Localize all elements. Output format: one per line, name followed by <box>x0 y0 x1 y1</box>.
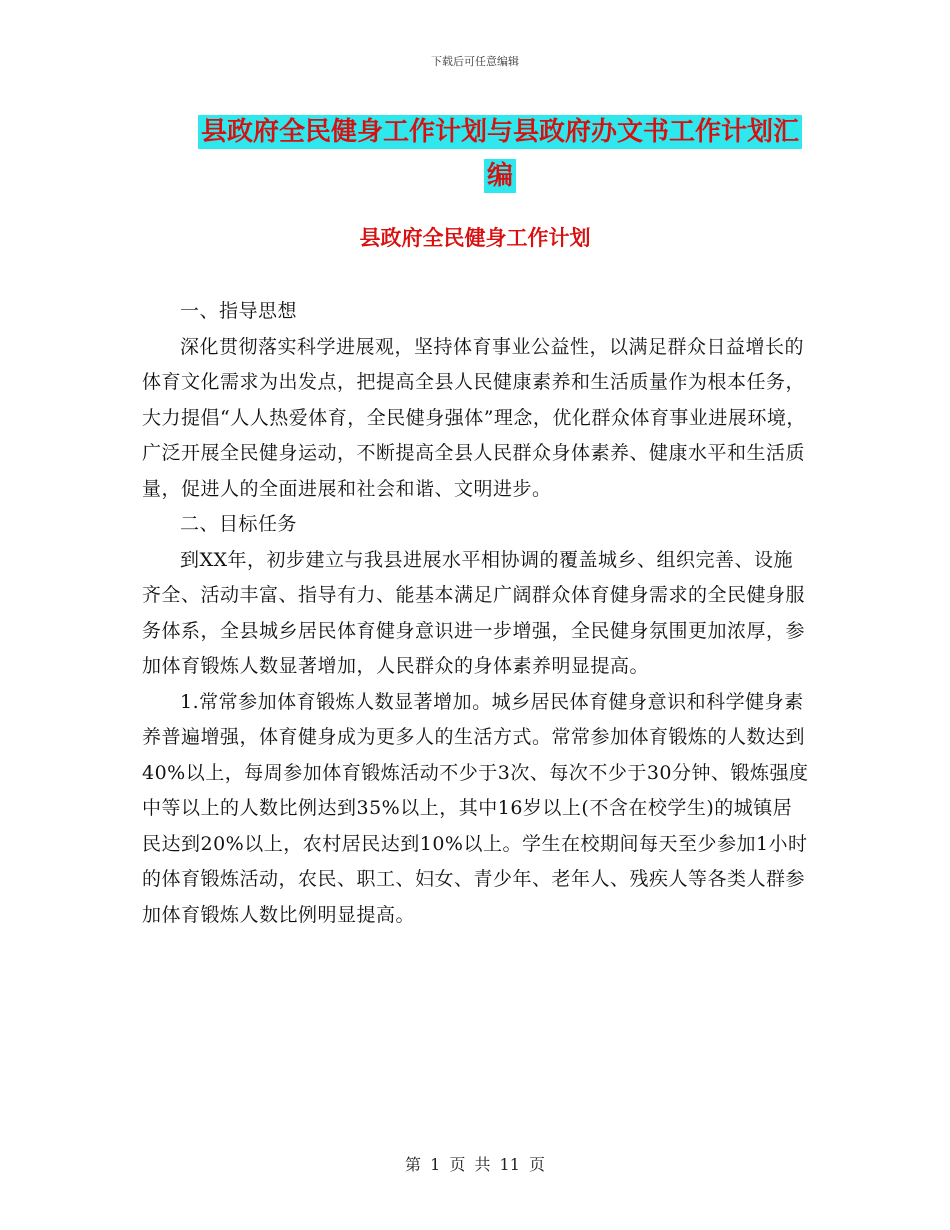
heading-goals-tasks: 二、目标任务 <box>180 513 298 535</box>
title-highlight-1: 县政府全民健身工作计划与县政府办文书工作计划汇 <box>198 115 802 149</box>
title-highlight-2: 编 <box>484 159 516 193</box>
document-title-line-2 <box>190 154 810 198</box>
document-body <box>142 294 810 933</box>
paragraph-goals-tasks: 到XX年，初步建立与我县进展水平相协调的覆盖城乡、组织完善、设施齐全、活动丰富、指导有力、能基本满足广阔群众体育健身需求的全民健身服务体系，全县城乡居民体育健身意识进一步增强，全民健身氛围更加浓厚，参加体育锻炼人数显著增加，人民群众的身体素养明显提高。 <box>142 548 806 677</box>
heading-guiding-ideology: 一、指导思想 <box>180 300 298 322</box>
paragraph-item-1: 1.常常参加体育锻炼人数显著增加。城乡居民体育健身意识和科学健身素养普遍增强，体育健身成为更多人的生活方式。常常参加体育锻炼的人数达到40%以上，每周参加体育锻炼活动不少于3次、每次不少于30分钟、锻炼强度中等以上的人数比例达到35%以上，其中16岁以上(不含在校学生)的城镇居民达到20%以上，农村居民达到10%以上。学生在校期间每天至少参加1小时的体育锻炼活动，农民、职工、妇女、青少年、老年人、残疾人等各类人群参加体育锻炼人数比例明显提高。 <box>142 690 809 926</box>
document-title-line-1 <box>190 110 810 154</box>
document-title <box>190 110 810 198</box>
page-footer: 第 1 页 共 11 页 <box>405 1155 545 1174</box>
section-title: 县政府全民健身工作计划 <box>359 225 591 250</box>
paragraph-guiding-ideology: 深化贯彻落实科学进展观，坚持体育事业公益性，以满足群众日益增长的体育文化需求为出发点，把提高全县人民健康素养和生活质量作为根本任务，大力提倡“人人热爱体育，全民健身强体”理念，优化群众体育事业进展环境，广泛开展全民健身运动，不断提高全县人民群众身体素养、健康水平和生活质量，促进人的全面进展和社会和谐、文明进步。 <box>142 335 806 500</box>
page-header-note: 下载后可任意编辑 <box>431 55 519 68</box>
